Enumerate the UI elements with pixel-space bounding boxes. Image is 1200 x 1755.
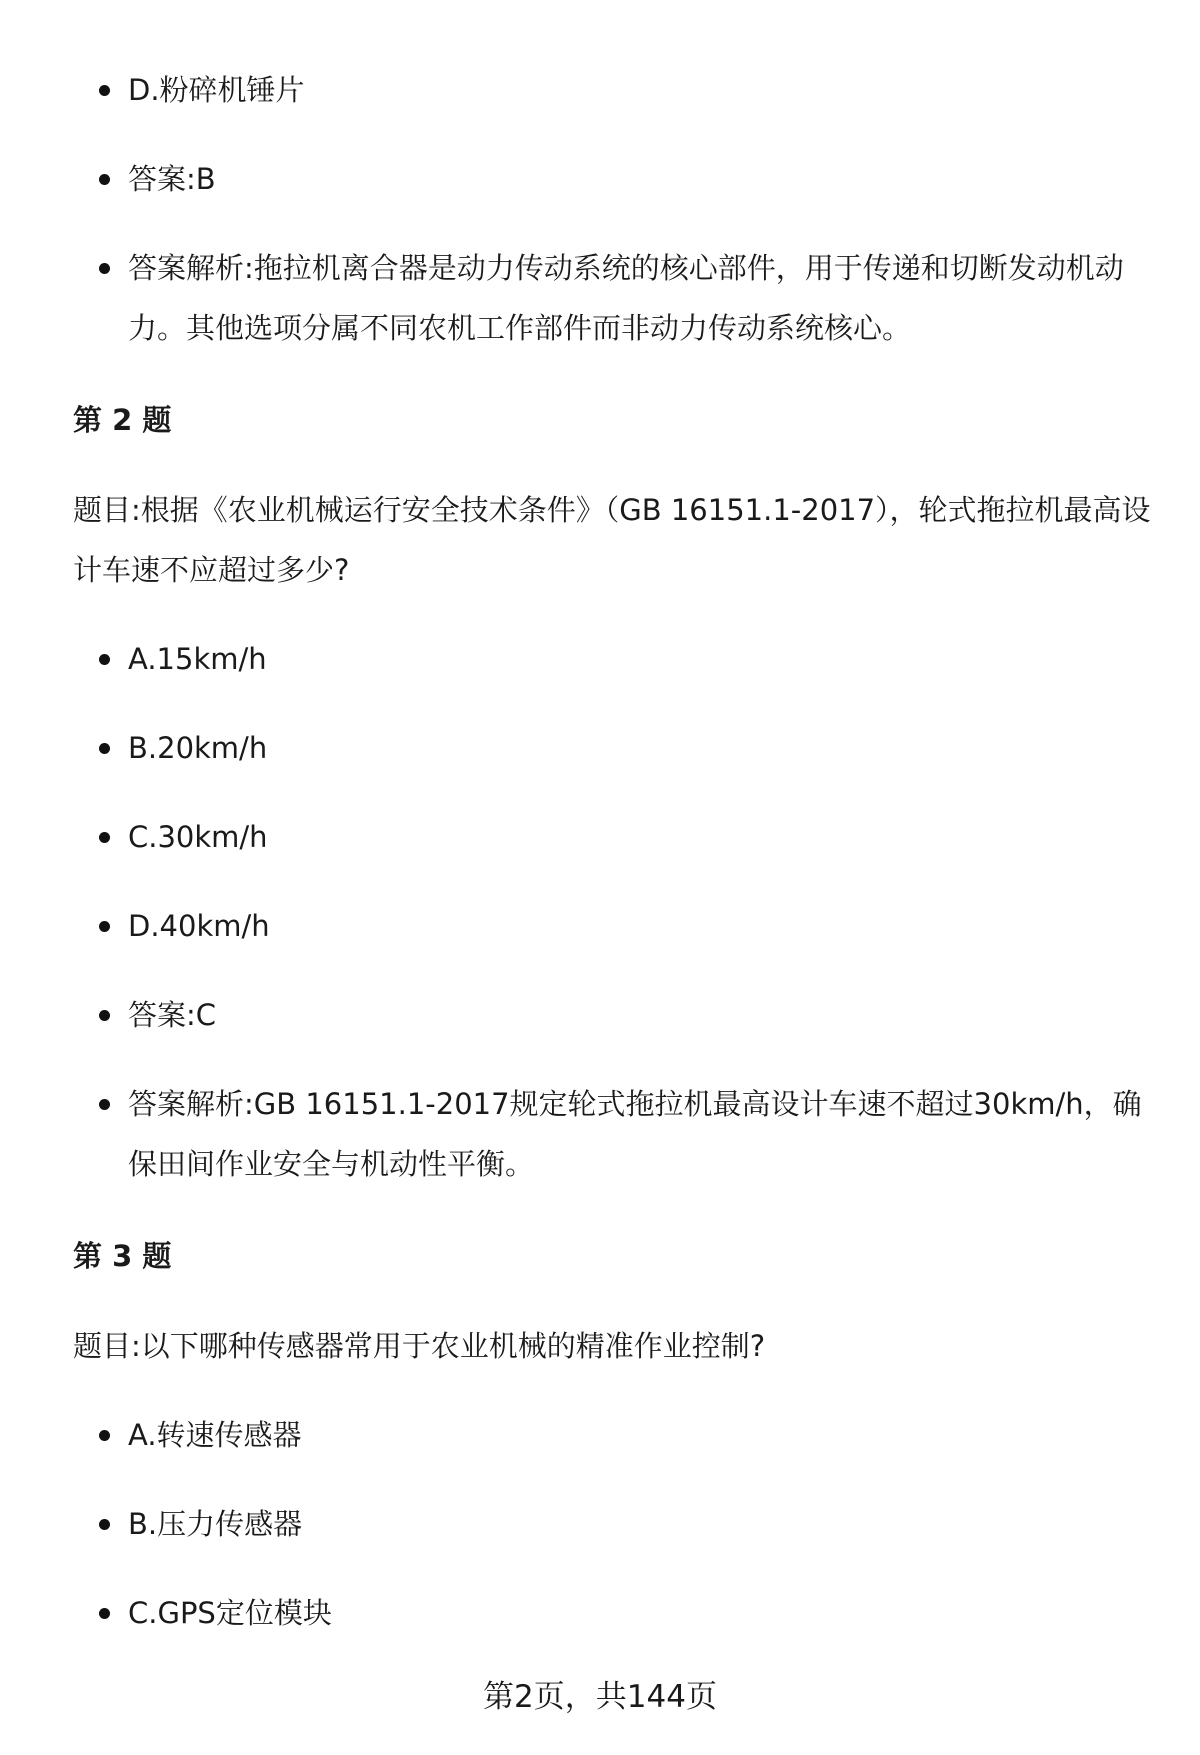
page-content — [73, 60, 1153, 1672]
bullet-icon — [99, 174, 110, 185]
analysis-text: 答案解析:GB 16151.1-2017规定轮式拖拉机最高设计车速不超过30km/h，确保田间作业安全与机动性平衡。 — [128, 1087, 1142, 1181]
answer-text: 答案:C — [128, 998, 217, 1032]
option-b — [73, 1494, 1153, 1554]
option-d — [73, 896, 1153, 956]
option-c — [73, 807, 1153, 867]
option-text: A.转速传感器 — [128, 1418, 302, 1452]
option-text: A.15km/h — [128, 642, 267, 676]
option-text: B.20km/h — [128, 731, 268, 765]
answer — [73, 985, 1153, 1045]
bullet-icon — [99, 1010, 110, 1021]
bullet-icon — [99, 1430, 110, 1441]
answer — [73, 149, 1153, 209]
option-d — [73, 60, 1153, 120]
answer-analysis — [73, 238, 1153, 358]
page-number: 第2页，共144页 — [483, 1679, 717, 1715]
answer-analysis — [73, 1074, 1153, 1194]
question-3-options — [73, 1405, 1153, 1643]
option-a — [73, 1405, 1153, 1465]
question-1-tail — [73, 60, 1153, 358]
option-text: B.压力传感器 — [128, 1507, 303, 1541]
bullet-icon — [99, 832, 110, 843]
bullet-icon — [99, 1099, 110, 1110]
bullet-icon — [99, 1519, 110, 1530]
option-c — [73, 1583, 1153, 1643]
bullet-icon — [99, 743, 110, 754]
bullet-icon — [99, 654, 110, 665]
option-text: D.粉碎机锤片 — [128, 73, 305, 107]
bullet-icon — [99, 263, 110, 274]
question-3-title: 第 3 题 — [73, 1239, 172, 1273]
bullet-icon — [99, 85, 110, 96]
question-2-options — [73, 629, 1153, 1194]
question-3-stem: 题目:以下哪种传感器常用于农业机械的精准作业控制? — [73, 1329, 766, 1363]
analysis-text: 答案解析:拖拉机离合器是动力传动系统的核心部件，用于传递和切断发动机动力。其他选项分属不同农机工作部件而非动力传动系统核心。 — [128, 251, 1124, 345]
question-2-title: 第 2 题 — [73, 403, 172, 437]
question-2-stem: 题目:根据《农业机械运行安全技术条件》（GB 16151.1-2017），轮式拖拉机最高设计车速不应超过多少? — [73, 493, 1151, 587]
option-text: C.30km/h — [128, 820, 268, 854]
option-text: D.40km/h — [128, 909, 270, 943]
answer-text: 答案:B — [128, 162, 216, 196]
bullet-icon — [99, 1608, 110, 1619]
option-text: C.GPS定位模块 — [128, 1596, 332, 1630]
option-a — [73, 629, 1153, 689]
bullet-icon — [99, 921, 110, 932]
option-b — [73, 718, 1153, 778]
